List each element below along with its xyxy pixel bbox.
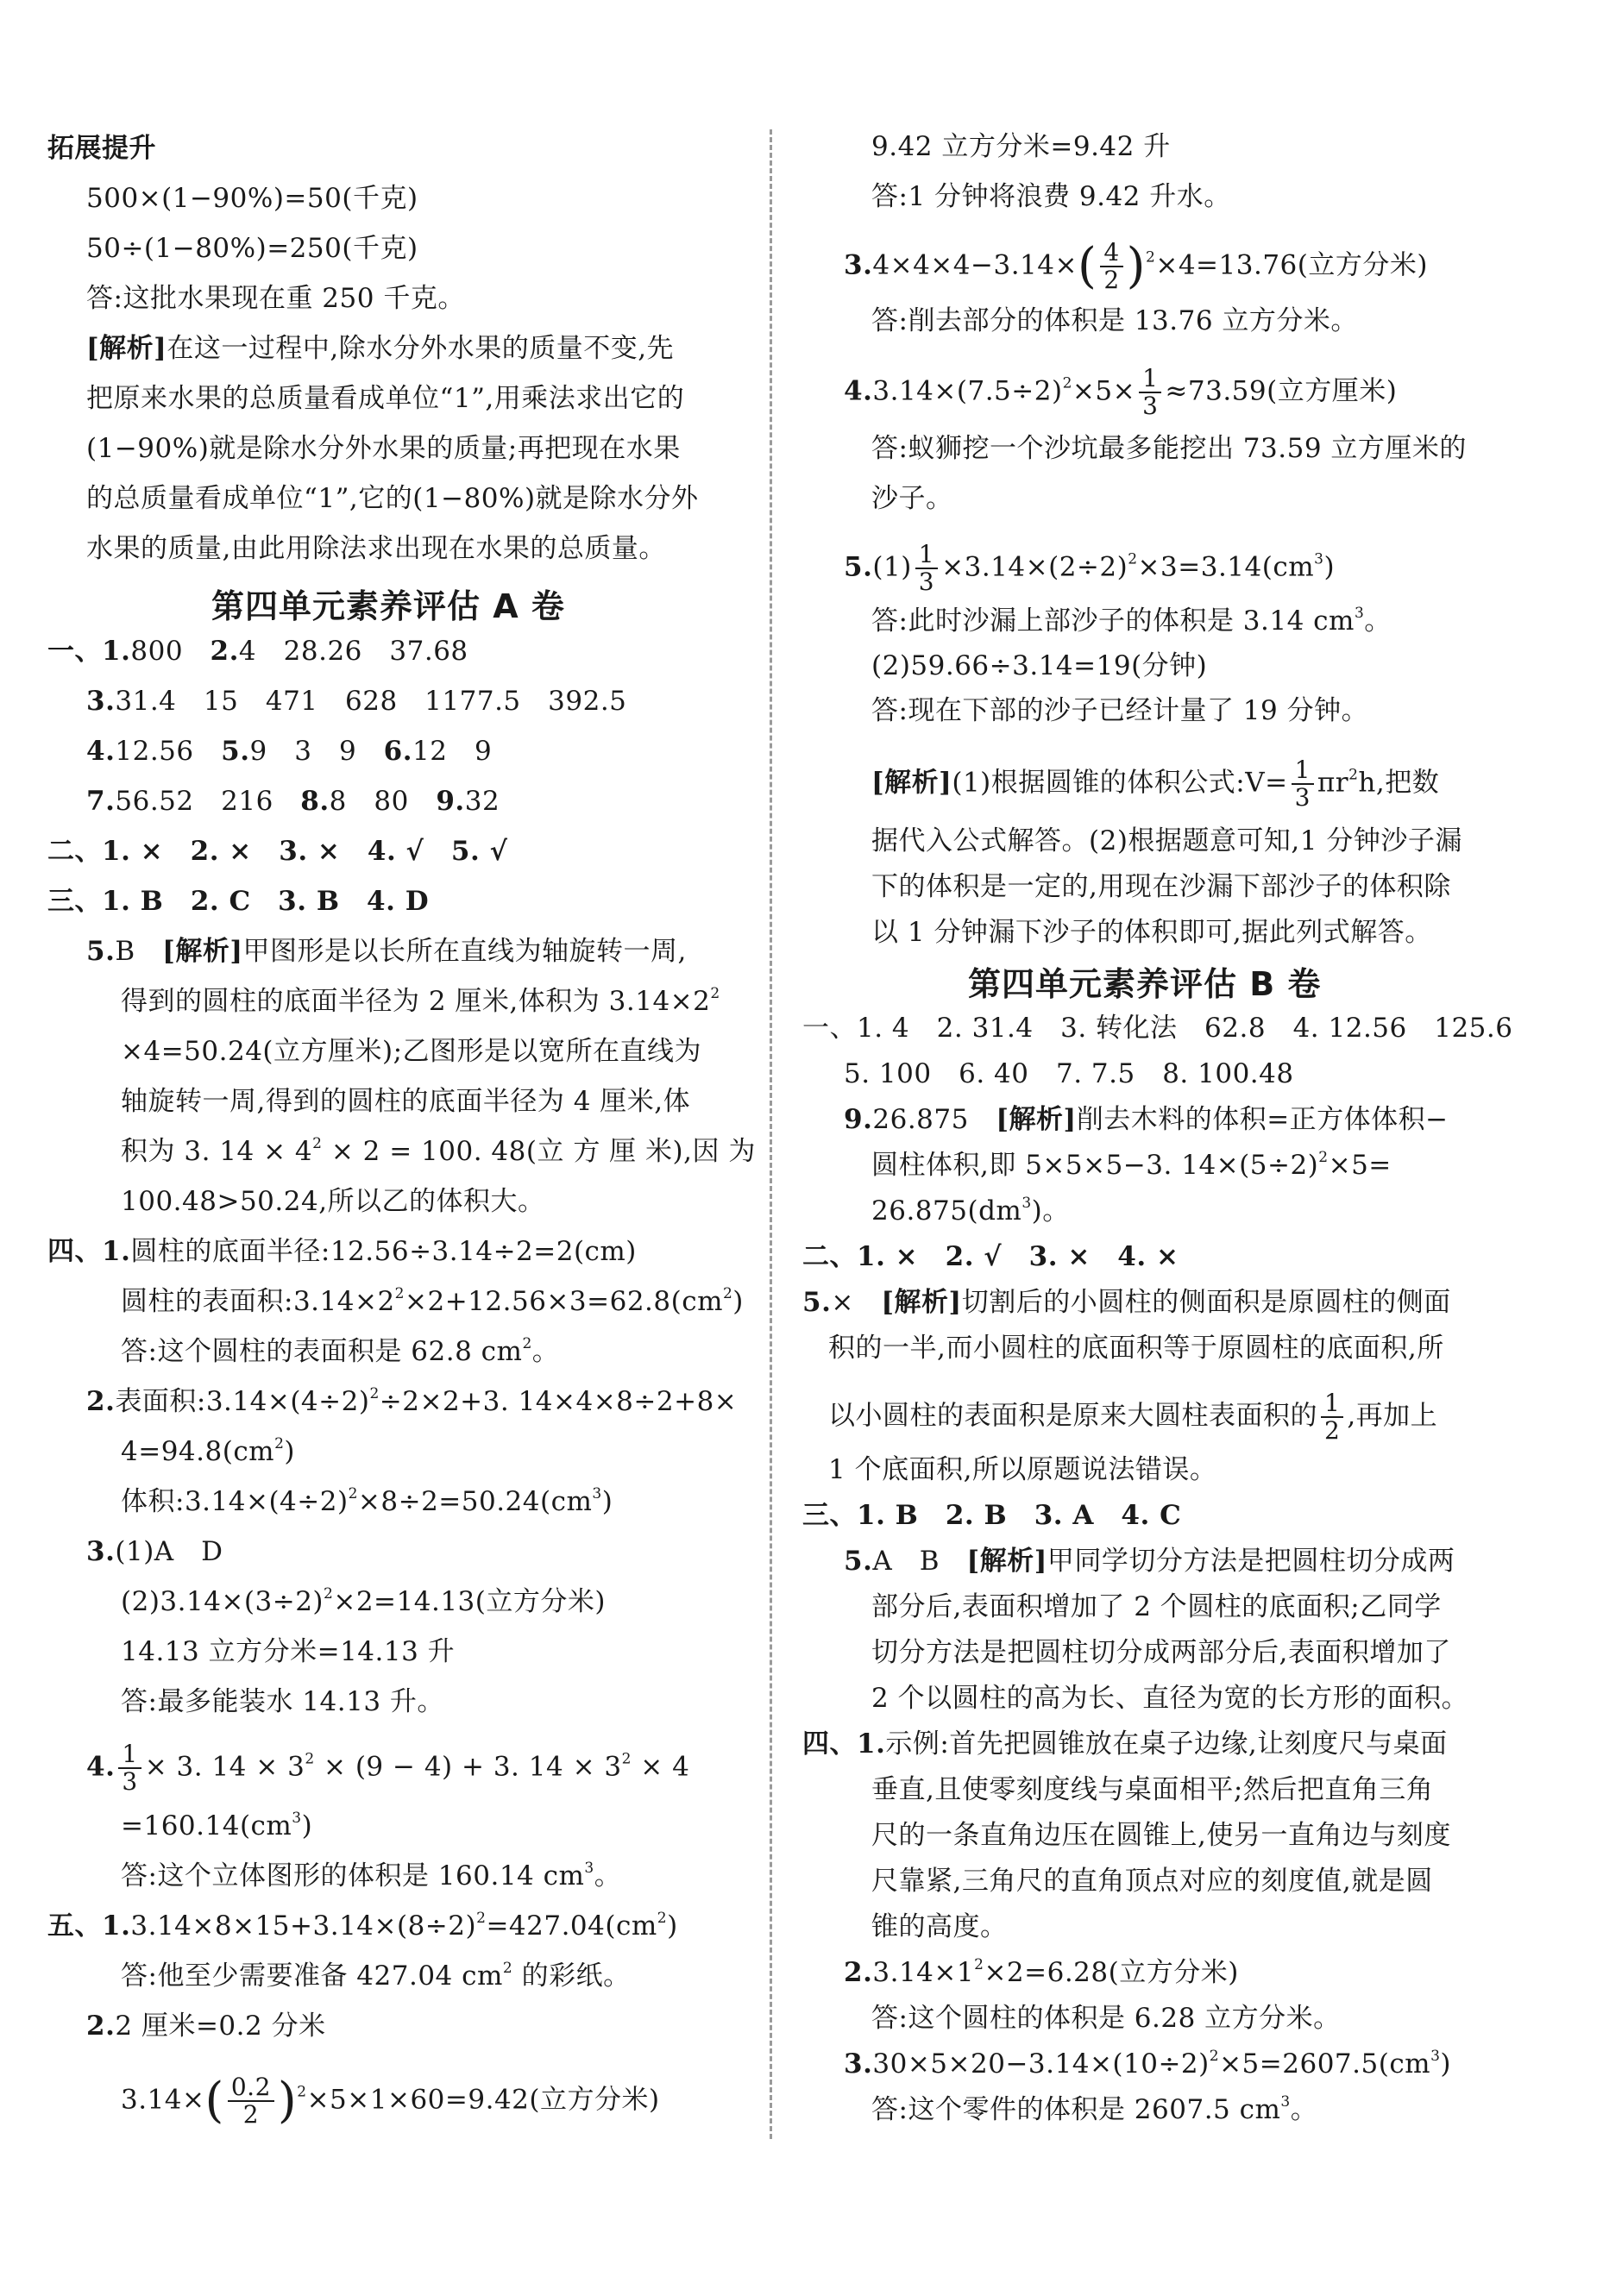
r-line-3: 3.4×4×4−3.14×( $\frac{4}{2}$ )$^2$×4=13.76(立方分米) <box>844 238 1428 294</box>
r-line-9: 答:此时沙漏上部沙子的体积是 3.14 $cm^3$。 <box>871 605 1392 637</box>
b-line-4: 圆柱体积,即 5×5×5−3. $14\times(5\div 2)^2\times 5=$ <box>871 1149 1392 1181</box>
r-line-13: 据代入公式解答。(2)根据题意可知,1 分钟沙子漏 <box>871 825 1462 856</box>
ext-line-2: 50÷(1−80%)=250(千克) <box>86 233 418 264</box>
ext-analysis-line-5: 水果的质量,由此用除法求出现在水果的总质量。 <box>86 533 666 564</box>
ext-analysis-line-3: (1−90%)就是除水分外水果的质量;再把现在水果 <box>86 433 681 464</box>
fraction: $\frac{1}{3}$ <box>1139 366 1161 419</box>
b-line-3: 9.26.875 [解析]削去木料的体积=正方体体积− <box>844 1104 1449 1135</box>
a-row-1: 一、1.800 2.4 28.26 37.68 <box>47 636 468 667</box>
ext-line-1: 500×(1−90%)=50(千克) <box>86 183 418 214</box>
d4-line-2: $=160.14(cm^3)$ <box>121 1810 313 1841</box>
r-line-5: $4.3.14\times(7.5\div 2)^2\times 5\times$ $\frac{1}{3}$ ≈73.59(立方厘米) <box>844 364 1398 420</box>
d1-line-2: 圆柱的表面积$:3.14\times 2^2\times 2+12.56\times 3=62.8(cm^2)$ <box>121 1285 744 1317</box>
b-line-24: 答:这个零件的体积是 2607.5 $cm^3$。 <box>871 2093 1318 2125</box>
fraction: $\frac{4}{2}$ <box>1100 240 1122 293</box>
d1-line-1: 四、1.圆柱的底面半径:12.56÷3.14÷2=2(cm) <box>47 1236 637 1267</box>
b-line-13: 部分后,表面积增加了 2 个圆柱的底面积;乙同学 <box>871 1591 1442 1622</box>
r-line-8: 5.(1) $\frac{1}{3}$ $\times 3.14\times(2\div 2)^2\times 3=3.14(cm^3)$ <box>844 540 1336 596</box>
c5-line-5: 积为 3. $14 \times 4^2 \times 2 = 100$. 48(立 方 厘 米),因 为 <box>121 1135 756 1167</box>
b-line-2: 5. 100 6. 40 7. 7.5 8. 100.48 <box>844 1058 1294 1089</box>
b-line-10: 1 个底面积,所以原题说法错误。 <box>828 1454 1217 1485</box>
b-line-15: 2 个以圆柱的高为长、直径为宽的长方形的面积。 <box>871 1683 1469 1714</box>
r-line-6: 答:蚁狮挖一个沙坑最多能挖出 73.59 立方厘米的 <box>871 433 1467 464</box>
b-line-14: 切分方法是把圆柱切分成两部分后,表面积增加了 <box>871 1637 1451 1668</box>
c5-line-2: 得到的圆柱的底面半径为 2 厘米,体积为 $3.14\times 2^2$ <box>121 985 720 1017</box>
fraction: $\frac{1}{3}$ <box>915 542 938 595</box>
d3-line-3: 14.13 立方分米=14.13 升 <box>121 1636 456 1667</box>
extension-title: 拓展提升 <box>47 133 156 164</box>
d3-line-1: 3.(1)A D <box>86 1536 223 1567</box>
b-line-6: 二、1. × 2. √ 3. × 4. × <box>802 1241 1179 1272</box>
ext-analysis-line-2: 把原来水果的总质量看成单位“1”,用乘法求出它的 <box>86 383 685 414</box>
r-line-12: [解析](1)根据圆锥的体积公式:V= $\frac{1}{3}$ $\pi r^2h$,把数 <box>871 756 1440 812</box>
c-row: 三、1. B 2. C 3. B 4. D <box>47 886 430 917</box>
b-line-21: $2.3.14\times 1^2\times 2=6.28$(立方分米) <box>844 1956 1239 1988</box>
b-line-17: 垂直,且使零刻度线与桌面相平;然后把直角三角 <box>871 1774 1434 1805</box>
c5-line-4: 轴旋转一周,得到的圆柱的底面半径为 4 厘米,体 <box>121 1086 691 1117</box>
b-line-5: $26.875(dm^3)$。 <box>871 1195 1070 1226</box>
e1-line-2: 答:他至少需要准备 427.04 $cm^2$ 的彩纸。 <box>121 1960 631 1992</box>
fraction: $\frac{1}{2}$ <box>1321 1390 1343 1444</box>
fraction: $\frac{1}{3}$ <box>118 1741 141 1795</box>
r-line-1: 9.42 立方分米=9.42 升 <box>871 131 1171 162</box>
b-line-22: 答:这个圆柱的体积是 6.28 立方分米。 <box>871 2003 1341 2034</box>
r-line-11: 答:现在下部的沙子已经计量了 19 分钟。 <box>871 695 1369 726</box>
b-line-18: 尺的一条直角边压在圆锥上,使另一直角边与刻度 <box>871 1820 1451 1851</box>
r-line-14: 下的体积是一定的,用现在沙漏下部沙子的体积除 <box>871 871 1451 902</box>
r-line-7: 沙子。 <box>871 483 953 514</box>
c5-line-6: 100.48>50.24,所以乙的体积大。 <box>121 1186 545 1217</box>
d4-line-1: 4. $\frac{1}{3}$ × 3. $14 \times 3^2 \times (9 - 4) + 3$. $14 \times 3^2 \times 4$ <box>86 1740 690 1796</box>
c5-line-3: ×4=50.24(立方厘米);乙图形是以宽所在直线为 <box>121 1036 702 1067</box>
ext-analysis-line-1: [解析]在这一过程中,除水分外水果的质量不变,先 <box>86 333 675 364</box>
b-line-11: 三、1. B 2. B 3. A 4. C <box>802 1500 1182 1531</box>
b-line-19: 尺靠紧,三角尺的直角顶点对应的刻度值,就是圆 <box>871 1866 1433 1897</box>
c5-line-1: 5.B [解析]甲图形是以长所在直线为轴旋转一周, <box>86 936 687 967</box>
r-line-2: 答:1 分钟将浪费 9.42 升水。 <box>871 181 1231 212</box>
right-column <box>776 0 1603 2296</box>
b-line-1: 一、1. 4 2. 31.4 3. 转化法 62.8 4. 12.56 125.6 <box>802 1013 1513 1044</box>
ext-analysis-line-4: 的总质量看成单位“1”,它的(1−80%)就是除水分外 <box>86 483 699 514</box>
r-line-15: 以 1 分钟漏下沙子的体积即可,据此列式解答。 <box>871 917 1432 948</box>
e2-line-2: 3.14×( $\frac{0.2}{2}$ )$^2$×5×1×60=9.42(立方分米) <box>121 2073 660 2129</box>
section-a-title: 第四单元素养评估 A 卷 <box>211 587 565 625</box>
a-row-7: 7.56.52 216 8.8 80 9.32 <box>86 786 500 817</box>
r-line-4: 答:削去部分的体积是 13.76 立方分米。 <box>871 305 1358 336</box>
ext-answer: 答:这批水果现在重 250 千克。 <box>86 283 465 314</box>
d2-line-1: 2.表面积$:3.14\times(4\div 2)^2\div 2\times 2+3$. 14×4×8÷2+8× <box>86 1385 738 1417</box>
fraction: $\frac{1}{3}$ <box>1292 757 1314 811</box>
analysis-tag: [解析] <box>86 333 167 364</box>
b-line-20: 锥的高度。 <box>871 1911 1008 1942</box>
b-row: 二、1. × 2. × 3. × 4. √ 5. √ <box>47 836 508 867</box>
left-column <box>0 0 776 2296</box>
b-line-9: 以小圆柱的表面积是原来大圆柱表面积的 $\frac{1}{2}$ ,再加上 <box>828 1389 1438 1445</box>
d3-line-4: 答:最多能装水 14.13 升。 <box>121 1686 444 1717</box>
b-line-16: 四、1.示例:首先把圆锥放在桌子边缘,让刻度尺与桌面 <box>802 1728 1448 1760</box>
d2-line-2: $4=94.8(cm^2)$ <box>121 1435 296 1467</box>
d3-line-2: $(2)3.14\times(3\div 2)^2\times 2=14.13$(立方分米) <box>121 1585 606 1617</box>
e1-line-1: 五、$1.3.14\times 8\times 15+3.14\times(8\div 2)^2=427.04(cm^2)$ <box>47 1910 678 1942</box>
b-line-23: $3.30\times 5\times 20-3.14\times(10\div 2)^2\times 5=2607.5(cm^3)$ <box>844 2048 1452 2080</box>
b-line-7: 5.× [解析]切割后的小圆柱的侧面积是原圆柱的侧面 <box>802 1287 1451 1318</box>
a-row-3: 3.31.4 15 471 628 1177.5 392.5 <box>86 686 627 717</box>
d1-line-3: 答:这个圆柱的表面积是 62.8 $cm^2$。 <box>121 1335 560 1367</box>
b-line-8: 积的一半,而小圆柱的底面积等于原圆柱的底面积,所 <box>828 1333 1444 1364</box>
d2-line-3: 体积$:3.14\times(4\div 2)^2\times 8\div 2=50.24(cm^3)$ <box>121 1485 613 1517</box>
b-line-12: 5.A B [解析]甲同学切分方法是把圆柱切分成两 <box>844 1546 1455 1577</box>
section-b-title: 第四单元素养评估 B 卷 <box>968 965 1322 1003</box>
r-line-10: (2)59.66÷3.14=19(分钟) <box>871 650 1208 681</box>
e2-line-1: 2.2 厘米=0.2 分米 <box>86 2011 326 2042</box>
fraction: $\frac{0.2}{2}$ <box>228 2074 274 2128</box>
d4-line-3: 答:这个立体图形的体积是 160.14 $cm^3$。 <box>121 1860 622 1891</box>
a-row-4: 4.12.56 5.9 3 9 6.12 9 <box>86 736 493 767</box>
